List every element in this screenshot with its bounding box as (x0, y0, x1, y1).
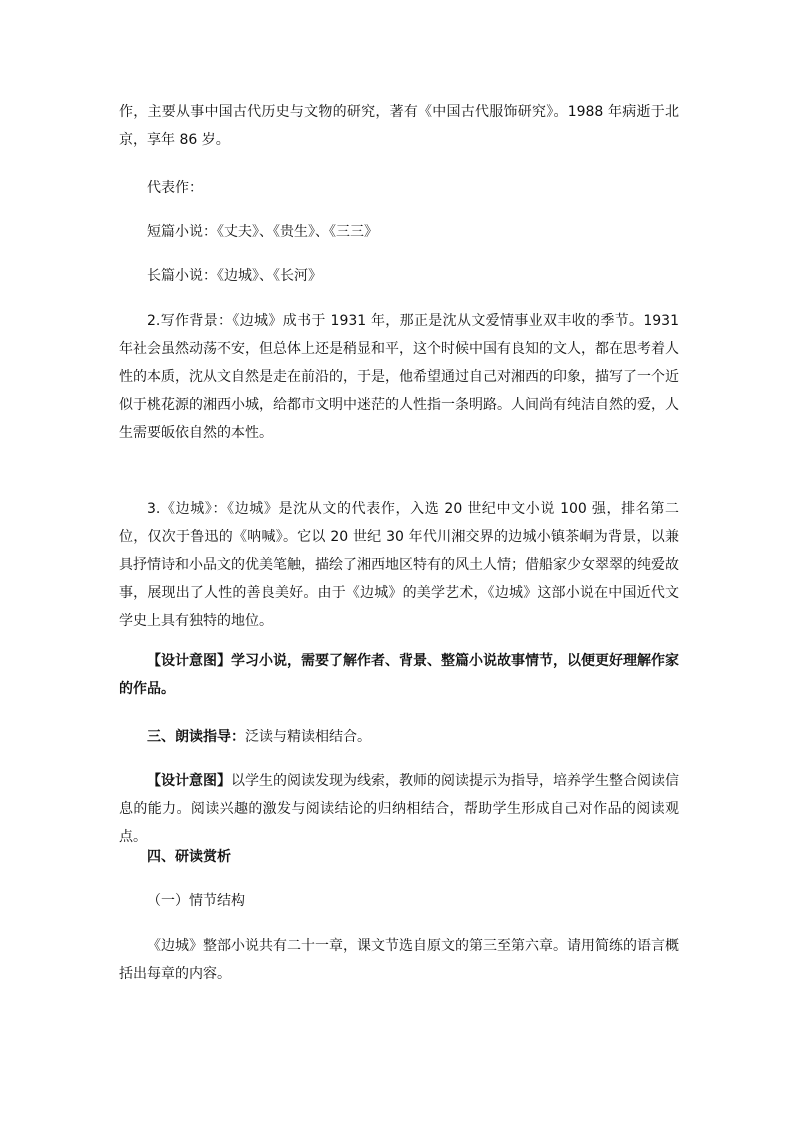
paragraph-representative-works: 代表作： (147, 180, 203, 196)
reading-guidance-label: 三、朗读指导： (147, 729, 245, 745)
paragraph-biancheng-intro: 3.《边城》：《边城》是沈从文的代表作，入选 20 世纪中文小说 100 强，排名第二位，仅次于鲁迅的《呐喊》。它以 20 世纪 30 年代川湘交界的边城小镇茶峒为背景，以兼具抒情诗和小品文的优美笔触，描绘了湘西地区特有的风土人情；借船家少女翠翠的纯爱故事，展现出了人性的善良美好。由于《边城》的美学艺术，《边城》这部小说在中国近代文学史上具有独特的地位。 (119, 501, 679, 629)
paragraph-author-bio-end: 作，主要从事中国古代历史与文物的研究，著有《中国古代服饰研究》。1988 年病逝于北京，享年 86 岁。 (119, 104, 679, 148)
paragraph-writing-background: 2.写作背景：《边城》成书于 1931 年，那正是沈从文爱情事业双丰收的季节。1931 年社会虽然动荡不安，但总体上还是稍显和平，这个时候中国有良知的文人，都在思考着人性的本质，沈从文自然是走在前沿的，于是，他希望通过自己对湘西的印象，描写了一个近似于桃花源的湘西小城，给都市文明中迷茫的人性指一条明路。人间尚有纯洁自然的爱，人生需要皈依自然的本性。 (119, 313, 679, 441)
design-intent-label: 【设计意图】 (147, 653, 231, 669)
paragraph-design-intent-1 (119, 647, 679, 703)
paragraph-short-stories: 短篇小说：《丈夫》、《贵生》、《三三》 (147, 224, 378, 240)
heading-study-analysis: 四、研读赏析 (147, 849, 231, 865)
paragraph-design-intent-2 (119, 767, 679, 851)
design-intent-label: 【设计意图】 (147, 773, 231, 789)
reading-guidance-text: 泛读与精读相结合。 (245, 729, 371, 745)
paragraph-novels: 长篇小说：《边城》、《长河》 (147, 268, 322, 284)
heading-plot-structure: （一）情节结构 (147, 893, 245, 909)
design-intent-text: 以学生的阅读发现为线索，教师的阅读提示为指导，培养学生整合阅读信息的能力。阅读兴趣的激发与阅读结论的归纳相结合，帮助学生形成自己对作品的阅读观点。 (119, 773, 679, 845)
design-intent-text: 学习小说，需要了解作者、背景、整篇小说故事情节，以便更好理解作家的作品。 (119, 653, 679, 697)
heading-reading-guidance (119, 723, 679, 751)
paragraph-plot-task: 《边城》整部小说共有二十一章，课文节选自原文的第三至第六章。请用简练的语言概括出每章的内容。 (119, 938, 679, 982)
